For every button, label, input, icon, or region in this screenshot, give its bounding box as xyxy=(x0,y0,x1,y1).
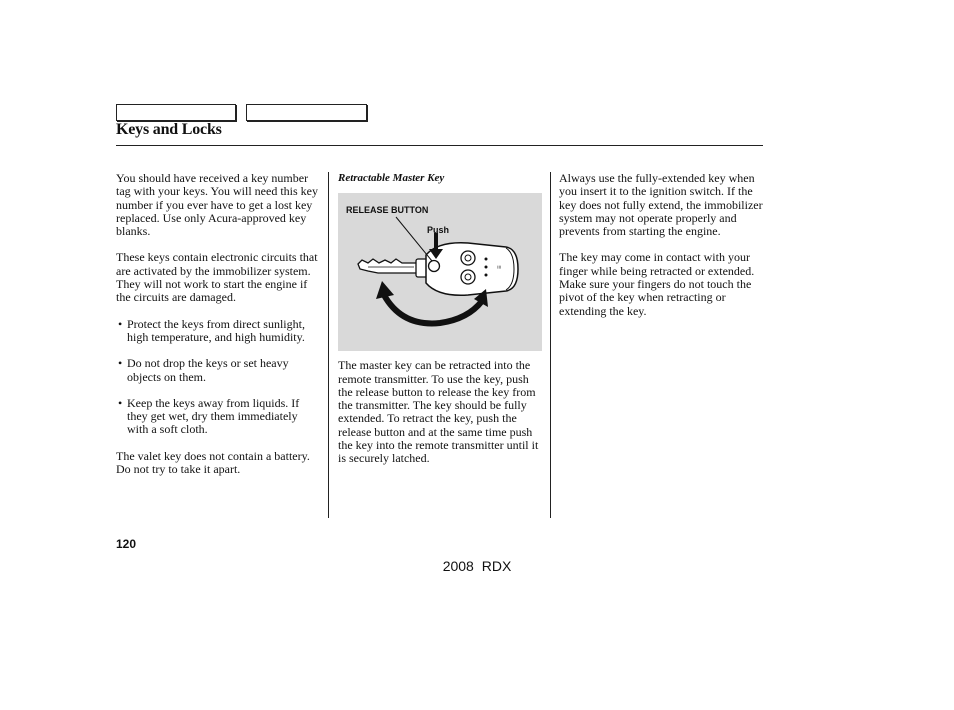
page-number: 120 xyxy=(116,537,137,551)
column-right xyxy=(559,172,764,318)
key-number-paragraph: You should have received a key number tag with your keys. You will need this key number if you ever have to get a lost key replaced. Use only Acura-approved key blanks. xyxy=(116,171,318,239)
page-title: Keys and Locks xyxy=(116,121,222,138)
column-left xyxy=(116,172,320,476)
figure-caption: Retractable Master Key xyxy=(338,172,445,184)
nav-tab-1[interactable] xyxy=(116,104,236,121)
svg-text:≡: ≡ xyxy=(497,265,503,270)
footer-model: 2008 RDX xyxy=(442,558,512,574)
bullet-item: • Protect the keys from direct sunlight, high temperature, and high humidity. xyxy=(116,318,320,345)
release-button-label: RELEASE BUTTON xyxy=(346,205,429,216)
bullet-item: • Keep the keys away from liquids. If they get wet, dry them immediately with a soft cloth. xyxy=(116,397,320,437)
finger-warning-paragraph: The key may come in contact with your finger while being retracted or extended. Make sure your fingers do not touch the pivot of the key when retracting or extending the key. xyxy=(559,250,755,318)
nav-tab-2[interactable] xyxy=(246,104,367,121)
title-rule xyxy=(116,145,763,146)
column-divider xyxy=(328,172,329,518)
valet-key-paragraph: The valet key does not contain a battery. Do not try to take it apart. xyxy=(116,448,310,477)
key-illustration xyxy=(338,193,542,351)
column-middle xyxy=(338,172,543,466)
column-divider xyxy=(550,172,551,518)
bullet-item: • Do not drop the keys or set heavy objects on them. xyxy=(116,357,320,384)
master-key-paragraph: The master key can be retracted into the remote transmitter. To use the key, push the release button to release the key from the transmitter. The key should be fully extended. To retract the key, push the release button and at the same time push the key into the remote transmitter until it is securely latched. xyxy=(338,358,539,466)
push-label: Push xyxy=(427,225,450,236)
ignition-paragraph: Always use the fully-extended key when you insert it to the ignition switch. If the key does not fully extend, the immobilizer system may not operate properly and prevents from starting the engine. xyxy=(559,171,763,239)
immobilizer-paragraph: These keys contain electronic circuits that are activated by the immobilizer system. They will not work to start the engine if the circuits are damaged. xyxy=(116,250,318,305)
